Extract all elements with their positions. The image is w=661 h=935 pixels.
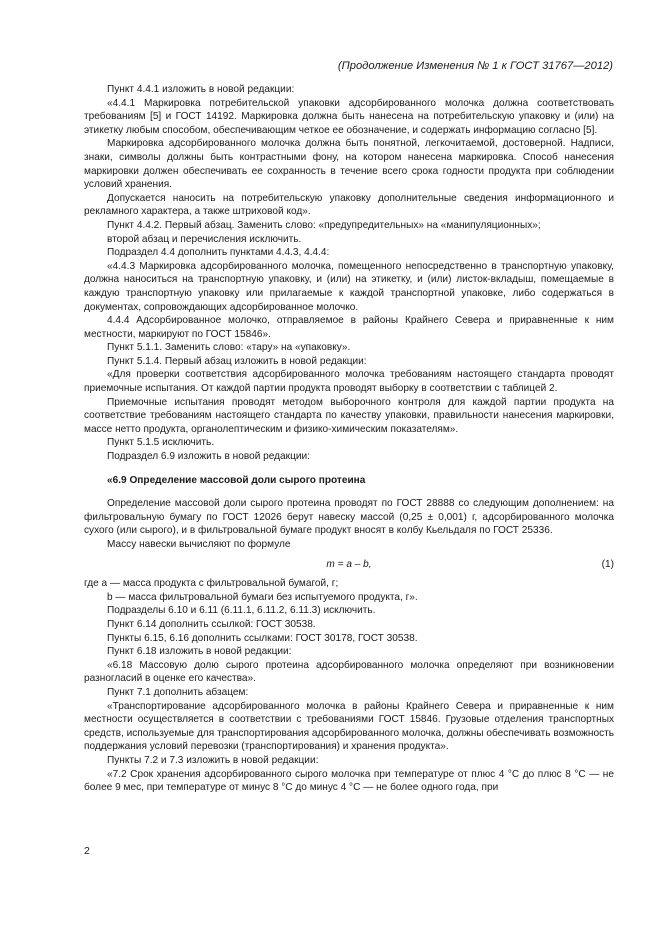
paragraph: Пункт 7.1 дополнить абзацем: (107, 686, 249, 698)
page-number: 2 (84, 845, 90, 857)
paragraph: Пункты 6.15, 6.16 дополнить ссылками: ГОСТ 30178, ГОСТ 30538. (107, 632, 418, 644)
formula-expression: m = a – b, (326, 558, 372, 570)
paragraph: второй абзац и перечисления исключить. (107, 233, 302, 245)
formula-intro: Массу навески вычисляют по формуле (107, 539, 291, 550)
paragraph: Пункты 7.2 и 7.3 изложить в новой редакции: (107, 754, 319, 766)
paragraph: Пункт 6.14 дополнить ссылкой: ГОСТ 30538. (107, 618, 316, 630)
page-header: (Продолжение Изменения № 1 к ГОСТ 31767—2012) (337, 60, 613, 72)
paragraph: Пункт 5.1.1. Заменить слово: «тару» на «упаковку». (107, 342, 351, 354)
paragraph: Пункт 5.1.4. Первый абзац изложить в новой редакции: (107, 355, 367, 367)
paragraph: «Транспортирование адсорбированного молочка в районы Крайнего Севера и приравненные к ним местности осуществляется в соответствии с требованиями ГОСТ 15846. Грузовые отделения транспортных средств, используемые для транспортирования адсорбированного молочка, должны обеспечивать возможность поддержания условий перевозки (транспортирования) и хранения продукта». (84, 700, 614, 753)
paragraph: Допускается наносить на потребительскую упаковку дополнительные сведения информационного и рекламного характера, а также штриховой код». (84, 192, 614, 218)
formula-number: (1) (601, 558, 614, 570)
paragraph: Пункт 5.1.5 исключить. (107, 437, 215, 449)
document-body (84, 83, 614, 795)
paragraph: Подраздел 4.4 дополнить пунктами 4.4.3, 4.4.4: (107, 247, 330, 259)
paragraph: Подразделы 6.10 и 6.11 (6.11.1, 6.11.2, 6.11.3) исключить. (107, 605, 376, 617)
paragraph: «4.4.3 Маркировка адсорбированного молочка, помещенного непосредственно в транспортную упаковку, должна наноситься на транспортную упаковку, и (или) на этикетку, и (или) листок-вкладыш, помещаемые в каждую транспортную упаковку или прилагаемые к каждой транспортной упаковке, либо содержаться в документах, сопровождающих адсорбированное молочко. (84, 260, 614, 313)
definition-line: b — масса фильтровальной бумаги без испытуемого продукта, г». (107, 591, 418, 603)
paragraph: Пункт 6.18 изложить в новой редакции: (107, 646, 292, 658)
paragraph: «7.2 Срок хранения адсорбированного сырого молочка при температуре от плюс 4 °С до плюс 8 °С — не более 9 мес, при температуре от минус 8 °С до минус 4 °С — не более одного года, при (84, 768, 614, 794)
paragraph: Пункт 4.4.2. Первый абзац. Заменить слово: «предупредительных» на «манипуляционных»; (107, 219, 541, 231)
formula (84, 558, 614, 572)
paragraph: «6.18 Массовую долю сырого протеина адсорбированного молочка определяют при возникновении разногласий в оценке его качества». (84, 659, 614, 685)
section-heading: «6.9 Определение массовой доли сырого протеина (107, 474, 366, 486)
paragraph: Подраздел 6.9 изложить в новой редакции: (107, 451, 310, 463)
paragraph: Определение массовой доли сырого протеина проводят по ГОСТ 28888 со следующим дополнением: на фильтровальную бумагу по ГОСТ 12026 берут навеску массой (0,25 ± 0,001) г, адсорбированного молочка сухого (или сырого), и в фильтровальной бумаге продукт вносят в колбу Кьельдаля по ГОСТ 25336. (84, 498, 614, 537)
paragraph: Пункт 4.4.1 изложить в новой редакции: (107, 84, 295, 95)
definition-line: где a — масса продукта с фильтровальной бумагой, г; (84, 578, 339, 590)
paragraph: Приемочные испытания проводят методом выборочного контроля для каждой партии продукта на соответствие требованиям настоящего стандарта по качеству упаковки, правильности нанесения маркировки, массе нетто продукта, органолептическим и физико-химическим показателям». (84, 396, 614, 435)
paragraph: Маркировка адсорбированного молочка должна быть понятной, легкочитаемой, достоверной. Надписи, знаки, символы должны быть контрастными фону, на котором нанесена маркировка. Способ нанесения маркировки должен обеспечивать ее сохранность в течение всего срока годности продукта при соблюдении условий хранения. (84, 138, 614, 191)
paragraph: 4.4.4 Адсорбированное молочко, отправляемое в районы Крайнего Севера и приравненные к ним местности, маркируют по ГОСТ 15846». (84, 315, 614, 340)
definitions (84, 577, 614, 604)
paragraph: «4.4.1 Маркировка потребительской упаковки адсорбированного молочка должна соответствовать требованиям [5] и ГОСТ 14192. Маркировка должна быть нанесена на потребительскую упаковку и (или) на этикетку любым способом, обеспечивающим четкое ее обозначение, и содержать информацию согласно [5]. (84, 97, 614, 136)
paragraph: «Для проверки соответствия адсорбированного молочка требованиям настоящего стандарта проводят приемочные испытания. От каждой партии продукта проводят выборку в соответствии с таблицей 2. (84, 369, 614, 395)
